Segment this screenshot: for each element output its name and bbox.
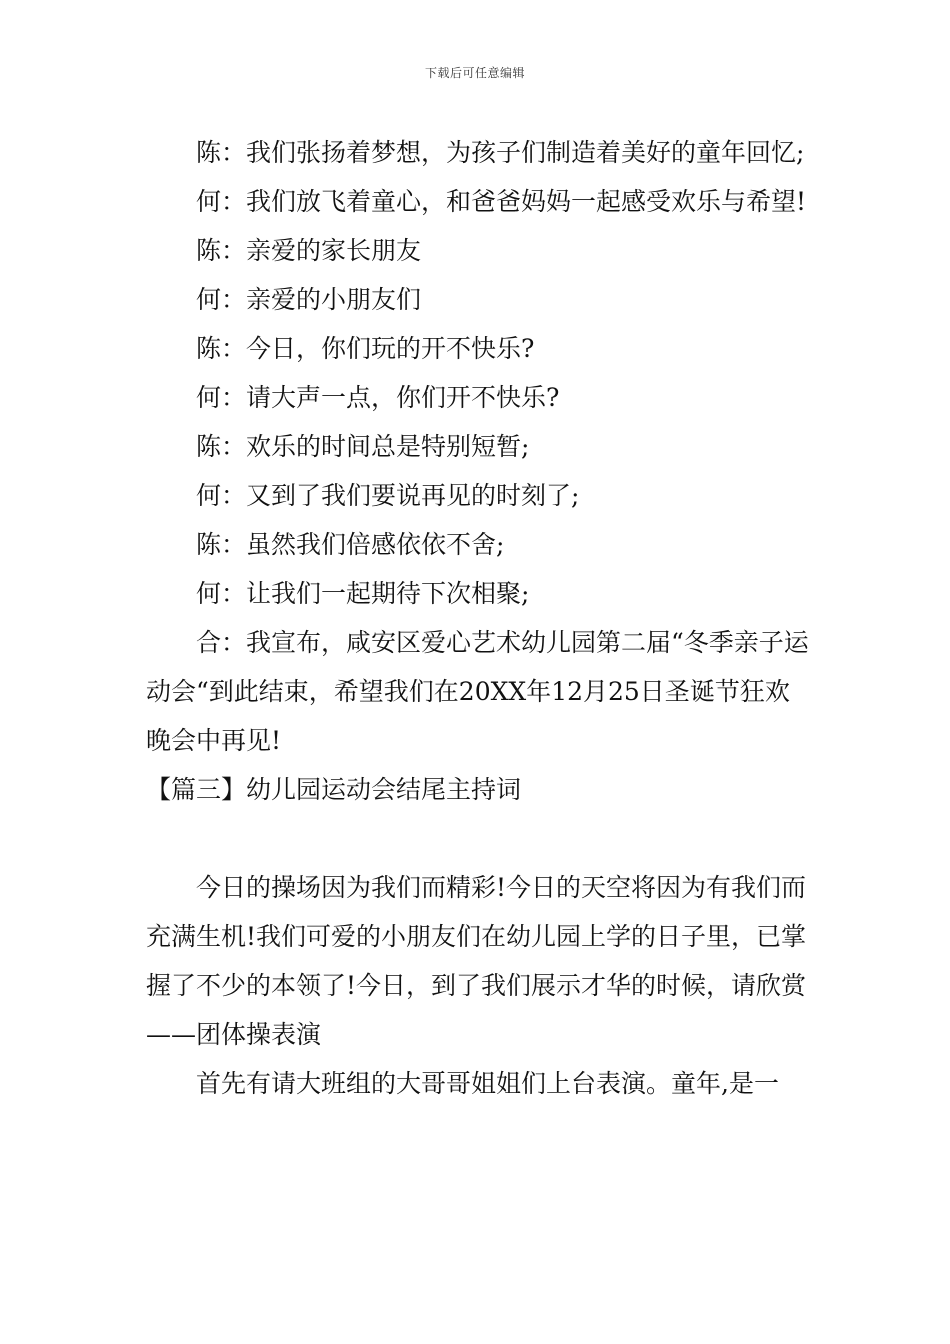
dialogue-line: 何：请大声一点，你们开不快乐? [196,383,560,412]
dialogue-line: 合：我宣布，咸安区爱心艺术幼儿园第二届“冬季亲子运动会“到此结束，希望我们在20XX年12月25日圣诞节狂欢晚会中再见! [146,628,809,755]
dialogue-line: 陈：虽然我们倍感依依不舍; [196,530,505,559]
dialogue-line: 何：亲爱的小朋友们 [196,285,422,314]
dialogue-line: 陈：欢乐的时间总是特别短暂; [196,432,530,461]
body-paragraph: 首先有请大班组的大哥哥姐姐们上台表演。童年,是一 [196,1069,779,1098]
dialogue-line: 陈：亲爱的家长朋友 [196,236,422,265]
blank-line [146,814,810,863]
section-heading: 【篇三】幼儿园运动会结尾主持词 [146,775,522,804]
dialogue-line: 何：又到了我们要说再见的时刻了; [196,481,580,510]
dialogue-line: 何：我们放飞着童心，和爸爸妈妈一起感受欢乐与希望! [196,187,807,216]
dialogue-line: 何：让我们一起期待下次相聚; [196,579,530,608]
dialogue-line: 陈：今日，你们玩的开不快乐? [196,334,535,363]
page-header: 下载后可任意编辑 [424,66,525,80]
document-body [146,128,810,1108]
dialogue-line: 陈：我们张扬着梦想，为孩子们制造着美好的童年回忆; [196,138,805,167]
body-paragraph: 今日的操场因为我们而精彩!今日的天空将因为有我们而充满生机!我们可爱的小朋友们在幼儿园上学的日子里，已掌握了不少的本领了!今日，到了我们展示才华的时候，请欣赏——团体操表演 [146,873,807,1049]
